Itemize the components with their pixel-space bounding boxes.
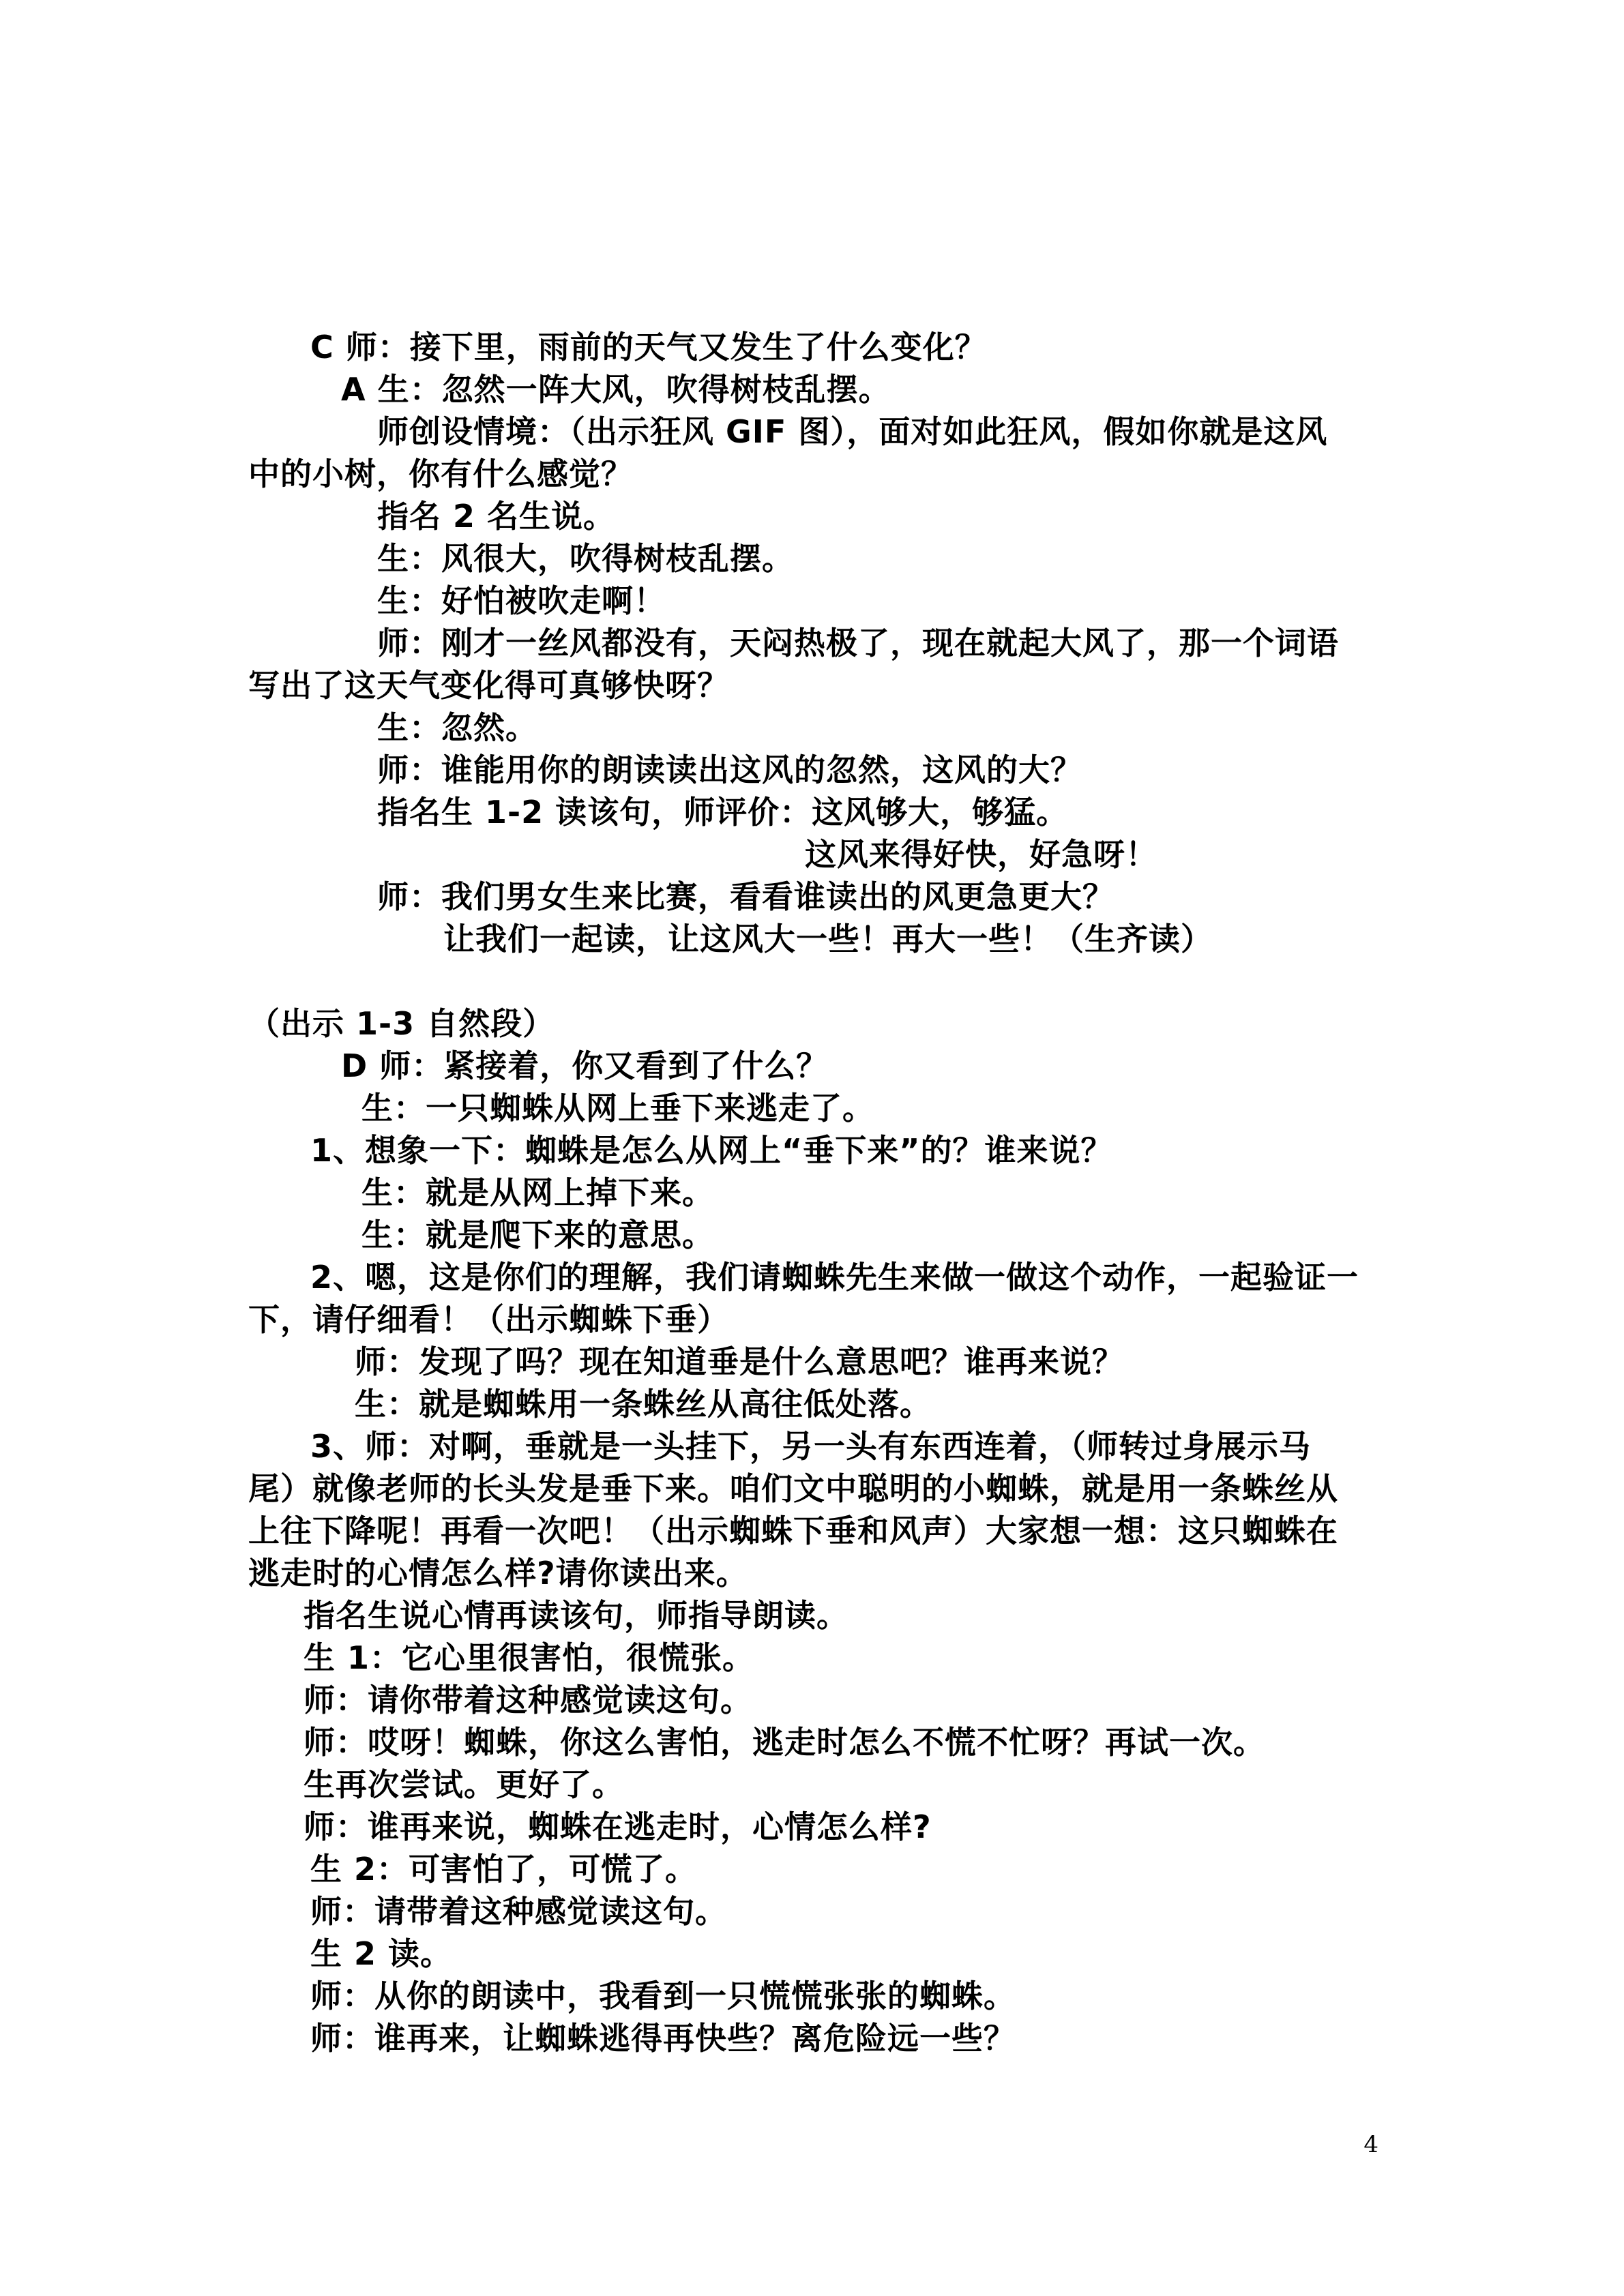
text-line: 师：谁再来说，蜘蛛在逃走时，心情怎么样? xyxy=(304,1808,932,1845)
text-line: 师：从你的朗读中，我看到一只慌慌张张的蜘蛛。 xyxy=(310,1978,1016,2014)
text-line: 生：好怕被吹走啊！ xyxy=(377,582,666,619)
text-line: 指名 2 名生说。 xyxy=(377,498,616,535)
text-line: 写出了这天气变化得可真够快呀？ xyxy=(248,667,729,704)
text-line: 逃走时的心情怎么样?请你读出来。 xyxy=(248,1555,748,1592)
text-line: 师：哎呀！蜘蛛，你这么害怕，逃走时怎么不慌不忙呀？再试一次。 xyxy=(304,1724,1265,1761)
text-line: 师：谁能用你的朗读读出这风的忽然，这风的大？ xyxy=(377,751,1082,788)
page-number: 4 xyxy=(1363,2131,1378,2158)
text-line: 这风来得好快，好急呀！ xyxy=(805,836,1157,873)
text-line: （出示 1-3 自然段） xyxy=(248,1005,555,1042)
text-line: 生：就是爬下来的意思。 xyxy=(361,1217,714,1253)
text-line: 下，请仔细看！（出示蜘蛛下垂） xyxy=(248,1301,729,1338)
text-line: 让我们一起读，让这风大一些！再大一些！（生齐读） xyxy=(443,921,1213,957)
text-line: 师创设情境：（出示狂风 GIF 图），面对如此狂风，假如你就是这风 xyxy=(377,413,1328,450)
text-line: 上往下降呢！再看一次吧！（出示蜘蛛下垂和风声）大家想一想：这只蜘蛛在 xyxy=(248,1512,1338,1549)
text-line: 指名生 1-2 读该句，师评价：这风够大，够猛。 xyxy=(377,794,1069,831)
text-line: 生：就是从网上掉下来。 xyxy=(361,1174,714,1211)
text-line: 生 1：它心里很害怕，很慌张。 xyxy=(304,1639,755,1676)
text-line: A 生：忽然一阵大风，吹得树枝乱摆。 xyxy=(341,371,891,408)
text-line: 尾）就像老师的长头发是垂下来。咱们文中聪明的小蜘蛛，就是用一条蛛丝从 xyxy=(248,1470,1338,1507)
text-line: 1、想象一下：蜘蛛是怎么从网上“垂下来”的？谁来说？ xyxy=(310,1132,1113,1169)
text-line: 生：一只蜘蛛从网上垂下来逃走了。 xyxy=(361,1090,874,1127)
text-line: 生：忽然。 xyxy=(377,709,537,746)
text-line: 生：就是蜘蛛用一条蛛丝从高往低处落。 xyxy=(355,1386,932,1422)
text-line: 生 2 读。 xyxy=(310,1935,453,1972)
text-line: 2、嗯，这是你们的理解，我们请蜘蛛先生来做一做这个动作，一起验证一 xyxy=(310,1259,1359,1296)
text-line: 师：刚才一丝风都没有，天闷热极了，现在就起大风了，那一个词语 xyxy=(377,625,1339,661)
text-line: D 师：紧接着，你又看到了什么？ xyxy=(341,1047,829,1084)
text-line: 生再次尝试。更好了。 xyxy=(304,1766,624,1803)
text-line: 中的小树，你有什么感觉？ xyxy=(248,456,633,492)
text-line: 师：发现了吗？现在知道垂是什么意思吧？谁再来说？ xyxy=(355,1343,1124,1380)
text-line: 师：谁再来，让蜘蛛逃得再快些？离危险远一些？ xyxy=(310,2020,1016,2057)
text-line: 指名生说心情再读该句，师指导朗读。 xyxy=(304,1597,848,1634)
text-line: 师：我们男女生来比赛，看看谁读出的风更急更大？ xyxy=(377,878,1114,915)
text-line: 3、师：对啊，垂就是一头挂下，另一头有东西连着，（师转过身展示马 xyxy=(310,1428,1312,1465)
text-line: 师：请带着这种感觉读这句。 xyxy=(310,1893,727,1930)
text-line: 生 2：可害怕了，可慌了。 xyxy=(310,1851,698,1888)
text-line: 师：请你带着这种感觉读这句。 xyxy=(304,1682,752,1718)
text-line: 生：风很大，吹得树枝乱摆。 xyxy=(377,540,794,577)
text-line: C 师：接下里，雨前的天气又发生了什么变化？ xyxy=(310,329,987,366)
